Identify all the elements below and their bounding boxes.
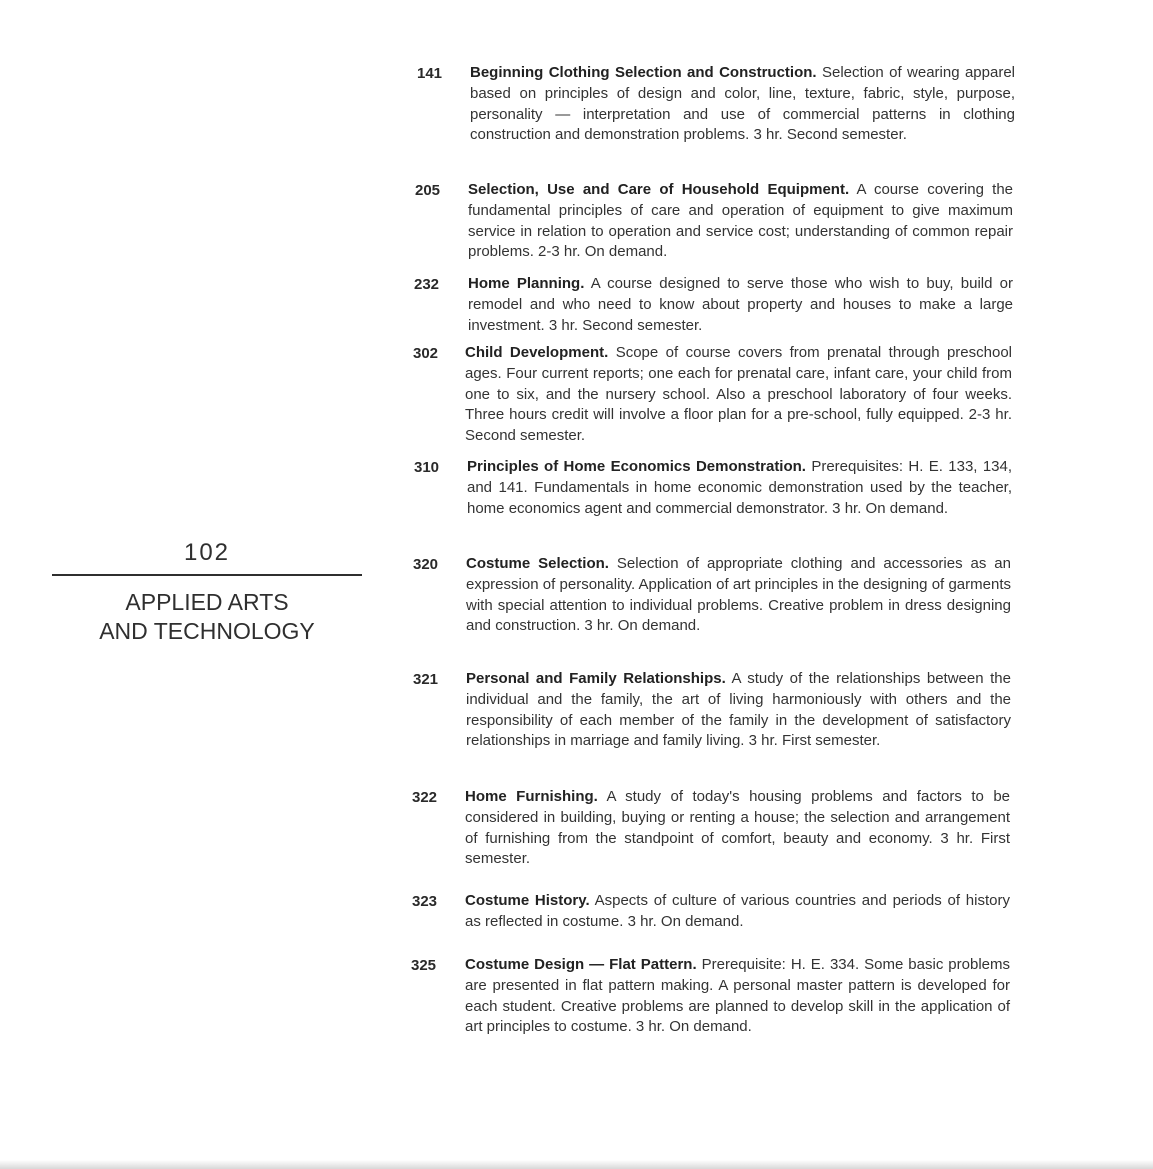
page-bottom-edge: [0, 1160, 1153, 1169]
course-number: 320: [413, 556, 439, 573]
course-title: Costume History.: [465, 892, 590, 909]
course-text: [465, 955, 1010, 1038]
course-number: 141: [417, 65, 443, 82]
course-number: 321: [413, 671, 439, 688]
course-text: [468, 274, 1013, 336]
course-description: A course covering the fundamental principles of care and operation of equipment to give maximum service in relation to operation and service cost; understanding of common repair problems. 2-3 hr. On demand.: [468, 181, 1013, 261]
course-title: Child Development.: [465, 344, 609, 361]
course-text: [466, 669, 1011, 752]
course-description: Prerequisite: H. E. 334. Some basic problems are presented in flat pattern making. A personal master pattern is developed for each student. Creative problems are planned to develop skill in the application of art principles to costume. 3 hr. On demand.: [465, 956, 1010, 1036]
course-number: 322: [412, 789, 438, 806]
course-number: 302: [413, 345, 439, 362]
course-text: [468, 180, 1013, 263]
course-text: [465, 891, 1010, 933]
course-number: 323: [412, 893, 438, 910]
course-text: [466, 554, 1011, 637]
course-description: Selection of appropriate clothing and accessories as an expression of personality. Application of art principles in the designing of garments with special attention to individual problems. Creative problem in dress designing and construction. 3 hr. On demand.: [466, 555, 1011, 635]
course-text: [465, 787, 1010, 870]
course-description: Selection of wearing apparel based on principles of design and color, line, texture, fabric, style, purpose, personality — interpretation and use of commercial patterns in clothing construction and demonstration problems. 3 hr. Second semester.: [470, 64, 1015, 144]
course-title: Principles of Home Economics Demonstration.: [467, 458, 806, 475]
course-number: 325: [411, 957, 437, 974]
course-text: [470, 63, 1015, 146]
course-text: [465, 343, 1012, 447]
course-title: Costume Selection.: [466, 555, 609, 572]
course-number: 232: [414, 276, 440, 293]
page-number: 102: [183, 539, 231, 566]
course-title: Beginning Clothing Selection and Construction.: [470, 64, 817, 81]
course-title: Personal and Family Relationships.: [466, 670, 726, 687]
course-description: A study of the relationships between the individual and the family, the art of living harmoniously with others and the responsibility of each member of the family in the development of satisfactory relationships in marriage and family living. 3 hr. First semester.: [466, 670, 1011, 750]
course-description: Scope of course covers from prenatal through preschool ages. Four current reports; one each for prenatal care, infant care, your child from one to six, and the nursery school. Also a preschool laboratory of four weeks. Three hours credit will involve a floor plan for a pre-school, fully equipped. 2-3 hr. Second semester.: [465, 344, 1012, 445]
course-description: Prerequisites: H. E. 133, 134, and 141. Fundamentals in home economic demonstration used by the teacher, home economics agent and commercial demonstrator. 3 hr. On demand.: [467, 458, 1013, 517]
course-title: Home Planning.: [468, 275, 585, 292]
course-number: 310: [414, 459, 440, 476]
course-description: A study of today's housing problems and factors to be considered in building, buying or renting a house; the selection and arrangement of furnishing from the standpoint of comfort, beauty and economy. 3 hr. First semester.: [465, 788, 1011, 868]
course-text: [467, 457, 1012, 519]
course-description: A course designed to serve those who wish to buy, build or remodel and who need to know about property and houses to make a large investment. 3 hr. Second semester.: [468, 275, 1013, 334]
course-title: Selection, Use and Care of Household Equipment.: [468, 181, 850, 198]
section-title-line2: AND TECHNOLOGY: [99, 618, 315, 644]
course-description: Aspects of culture of various countries and periods of history as reflected in costume. 3 hr. On demand.: [465, 892, 1010, 930]
course-number: 205: [415, 182, 441, 199]
course-title: Home Furnishing.: [465, 788, 598, 805]
section-title-line1: APPLIED ARTS: [125, 589, 289, 615]
course-title: Costume Design — Flat Pattern.: [465, 956, 697, 973]
